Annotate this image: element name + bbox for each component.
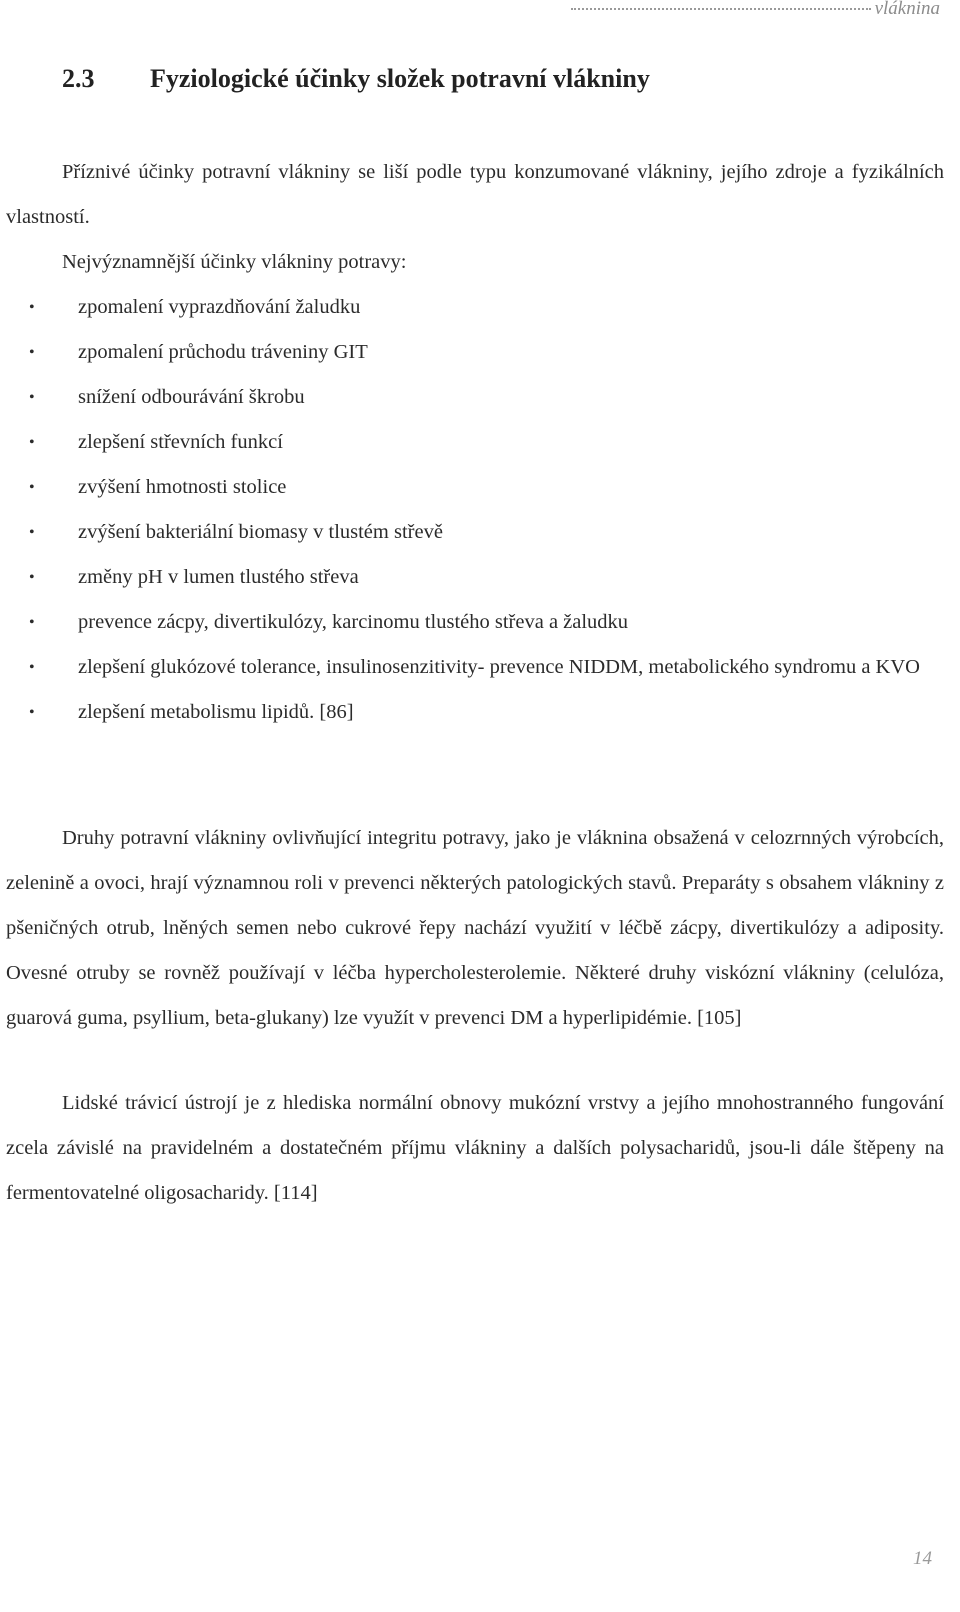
page-number: 14 bbox=[913, 1548, 932, 1569]
list-item-text: zlepšení metabolismu lipidů. [86] bbox=[78, 701, 354, 723]
list-item bbox=[0, 375, 930, 420]
intro-paragraph: Příznivé účinky potravní vlákniny se liší podle typu konzumované vlákniny, jejího zdroje a fyzikálních vlastností. bbox=[6, 161, 944, 228]
bullet-icon: • bbox=[29, 344, 35, 361]
list-item bbox=[0, 555, 930, 600]
list-item bbox=[0, 645, 930, 690]
list-item bbox=[0, 690, 930, 735]
list-item-text: prevence zácpy, divertikulózy, karcinomu tlustého střeva a žaludku bbox=[78, 611, 629, 633]
bullet-icon: • bbox=[29, 569, 35, 586]
running-header-title: vláknina bbox=[874, 0, 940, 19]
list-item bbox=[0, 330, 930, 375]
bullet-icon: • bbox=[29, 524, 35, 541]
running-header bbox=[571, 0, 940, 20]
list-item-text: zvýšení hmotnosti stolice bbox=[78, 476, 287, 498]
bullet-icon: • bbox=[29, 389, 35, 406]
list-item bbox=[0, 285, 930, 330]
bullet-icon: • bbox=[29, 434, 35, 451]
bullet-icon: • bbox=[29, 614, 35, 631]
section-title: Fyziologické účinky složek potravní vlákniny bbox=[150, 64, 650, 93]
list-intro: Nejvýznamnější účinky vlákniny potravy: bbox=[62, 251, 407, 273]
bullet-icon: • bbox=[29, 479, 35, 496]
list-item-text: zvýšení bakteriální biomasy v tlustém střevě bbox=[78, 521, 443, 543]
list-item bbox=[0, 420, 930, 465]
list-item bbox=[0, 510, 930, 555]
body-paragraph: Druhy potravní vlákniny ovlivňující integritu potravy, jako je vláknina obsažená v celozrnných výrobcích, zelenině a ovoci, hrají významnou roli v prevenci některých patologických stavů. Preparáty s obsahem vlákniny z pšeničných otrub, lněných semen nebo cukrové řepy nachází využití v léčbě zácpy, divertikulózy a adiposity. Ovesné otruby se rovněž používají v léčba hypercholesterolemie. Některé druhy viskózní vlákniny (celulóza, guarová guma, psyllium, beta-glukany) lze využít v prevenci DM a hyperlipidémie. [105] bbox=[6, 827, 944, 1029]
list-item bbox=[0, 465, 930, 510]
section-number: 2.3 bbox=[62, 64, 95, 93]
section-heading bbox=[62, 64, 650, 94]
bullet-icon: • bbox=[29, 299, 35, 316]
list-item bbox=[0, 600, 930, 645]
list-item-text: zlepšení střevních funkcí bbox=[78, 431, 283, 453]
list-item-text: zpomalení vyprazdňování žaludku bbox=[78, 296, 361, 318]
list-item-text: změny pH v lumen tlustého střeva bbox=[78, 566, 359, 588]
list-item-text: zlepšení glukózové tolerance, insulinosenzitivity- prevence NIDDM, metabolického syndromu a KVO bbox=[78, 656, 920, 678]
bullet-icon: • bbox=[29, 704, 35, 721]
bullet-icon: • bbox=[29, 659, 35, 676]
list-item-text: zpomalení průchodu tráveniny GIT bbox=[78, 341, 368, 363]
header-dotted-leader bbox=[571, 8, 871, 10]
body-paragraph: Lidské trávicí ústrojí je z hlediska normální obnovy mukózní vrstvy a jejího mnohostranného fungování zcela závislé na pravidelném a dostatečném příjmu vlákniny a dalších polysacharidů, jsou-li dále štěpeny na fermentovatelné oligosacharidy. [114] bbox=[6, 1092, 944, 1204]
effects-list bbox=[0, 285, 930, 735]
list-item-text: snížení odbourávání škrobu bbox=[78, 386, 305, 408]
